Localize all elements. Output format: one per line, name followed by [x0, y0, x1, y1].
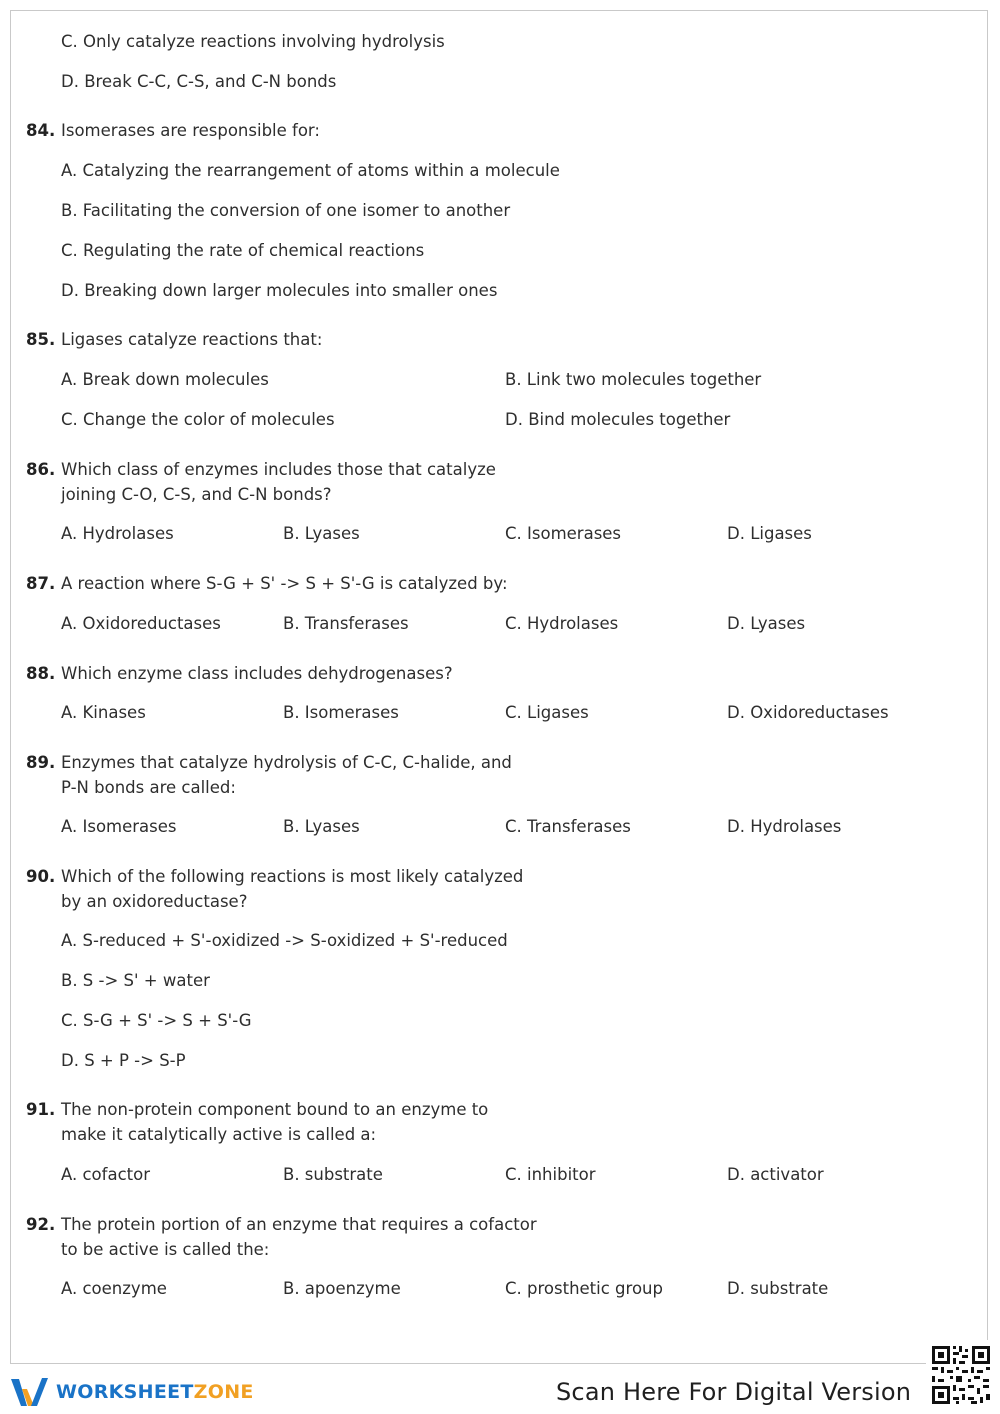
option-d: D. activator	[727, 1165, 824, 1184]
option-a: A. Break down molecules	[61, 370, 269, 389]
option-d: D. S + P -> S-P	[61, 1051, 186, 1070]
option-a: A. Hydrolases	[61, 524, 174, 543]
q83-option-c: C. Only catalyze reactions involving hydrolysis	[61, 32, 445, 51]
question-text-line-1: The protein portion of an enzyme that requires a cofactor	[61, 1215, 537, 1234]
question-text-line-1: Which class of enzymes includes those that catalyze	[61, 460, 496, 479]
question-text-line-2: by an oxidoreductase?	[61, 892, 248, 911]
question-text-line-2: P-N bonds are called:	[61, 778, 236, 797]
option-b: B. Isomerases	[283, 703, 399, 722]
option-b: B. apoenzyme	[283, 1279, 401, 1298]
option-d: D. Lyases	[727, 614, 806, 633]
question-text-line-1: The non-protein component bound to an enzyme to	[61, 1100, 489, 1119]
question-number: 89.	[26, 753, 56, 772]
logo-w-icon	[10, 1375, 50, 1409]
question-number: 86.	[26, 460, 56, 479]
question-text: Isomerases are responsible for:	[61, 121, 320, 140]
option-b: B. Transferases	[283, 614, 409, 633]
option-b: B. Lyases	[283, 524, 360, 543]
option-c: C. Regulating the rate of chemical reactions	[61, 241, 425, 260]
question-text-line-1: Which of the following reactions is most likely catalyzed	[61, 867, 524, 886]
option-a: A. S-reduced + S'-oxidized -> S-oxidized + S'-reduced	[61, 931, 508, 950]
option-c: C. Isomerases	[505, 524, 622, 543]
qr-code-icon[interactable]	[926, 1340, 996, 1410]
question-number: 88.	[26, 664, 56, 683]
question-number: 84.	[26, 121, 56, 140]
option-a: A. Isomerases	[61, 817, 177, 836]
option-a: A. Kinases	[61, 703, 146, 722]
option-a: A. cofactor	[61, 1165, 150, 1184]
q83-option-d: D. Break C-C, C-S, and C-N bonds	[61, 72, 337, 91]
question-text-line-2: to be active is called the:	[61, 1240, 270, 1259]
question-text: Which enzyme class includes dehydrogenases?	[61, 664, 453, 683]
option-d: D. Bind molecules together	[505, 410, 731, 429]
question-number: 85.	[26, 330, 56, 349]
question-number: 92.	[26, 1215, 56, 1234]
option-a: A. Catalyzing the rearrangement of atoms within a molecule	[61, 161, 560, 180]
option-b: B. Link two molecules together	[505, 370, 762, 389]
option-b: B. S -> S' + water	[61, 971, 210, 990]
option-c: C. Transferases	[505, 817, 631, 836]
option-d: D. Oxidoreductases	[727, 703, 889, 722]
question-text-line-2: joining C-O, C-S, and C-N bonds?	[61, 485, 332, 504]
scan-caption: Scan Here For Digital Version	[556, 1378, 912, 1406]
option-d: D. Hydrolases	[727, 817, 842, 836]
option-c: C. prosthetic group	[505, 1279, 663, 1298]
question-text-line-1: Enzymes that catalyze hydrolysis of C-C, C-halide, and	[61, 753, 512, 772]
option-c: C. S-G + S' -> S + S'-G	[61, 1011, 252, 1030]
worksheetzone-logo[interactable]	[10, 1374, 254, 1410]
logo-text-worksheet: WORKSHEET	[56, 1381, 194, 1403]
question-number: 90.	[26, 867, 56, 886]
logo-wordmark	[56, 1381, 254, 1403]
logo-text-zone: ZONE	[193, 1381, 254, 1403]
option-a: A. Oxidoreductases	[61, 614, 221, 633]
question-text: Ligases catalyze reactions that:	[61, 330, 323, 349]
option-d: D. Ligases	[727, 524, 812, 543]
option-d: D. substrate	[727, 1279, 829, 1298]
question-number: 87.	[26, 574, 56, 593]
question-text: A reaction where S-G + S' -> S + S'-G is catalyzed by:	[61, 574, 508, 593]
question-text-line-2: make it catalytically active is called a:	[61, 1125, 377, 1144]
option-a: A. coenzyme	[61, 1279, 167, 1298]
option-b: B. Lyases	[283, 817, 360, 836]
option-b: B. substrate	[283, 1165, 383, 1184]
option-c: C. Hydrolases	[505, 614, 619, 633]
option-c: C. inhibitor	[505, 1165, 596, 1184]
option-c: C. Ligases	[505, 703, 589, 722]
option-b: B. Facilitating the conversion of one isomer to another	[61, 201, 511, 220]
option-c: C. Change the color of molecules	[61, 410, 335, 429]
option-d: D. Breaking down larger molecules into smaller ones	[61, 281, 498, 300]
question-number: 91.	[26, 1100, 56, 1119]
